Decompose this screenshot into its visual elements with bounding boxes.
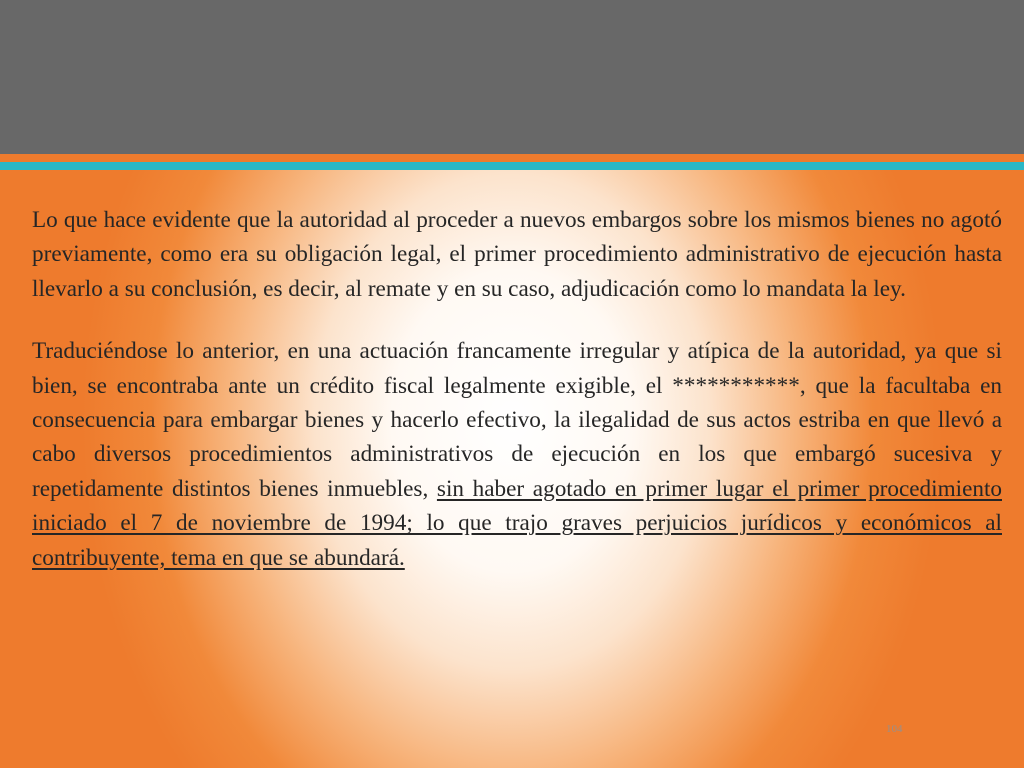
paragraph-1: Lo que hace evidente que la autoridad al proceder a nuevos embargos sobre los mismos bienes no agotó previamente, como era su obligación legal, el primer procedimiento administrativo de ejecución hasta llevarlo a su conclusión, es decir, al remate y en su caso, adjudicación como lo mandata la ley. (32, 207, 1002, 302)
paragraph-2-text: Traduciéndose lo anterior, en una actuación francamente irregular y atípica de la autoridad, ya que si bien, se encontraba ante un crédito fiscal legalmente exigible, el ***********, que la facultaba en consecuencia para embargar bienes y hacerlo efectivo, la ilegalidad de sus actos estriba en que llevó a cabo diversos procedimientos administrativos de ejecución en los que embargó sucesiva y repetidamente distintos bienes inmuebles, (32, 338, 1002, 502)
slide-content (32, 203, 1002, 575)
header-band (0, 0, 1024, 154)
paragraph-2 (32, 334, 1002, 575)
paragraph-2-underlined-text: sin haber agotado en primer lugar el primer procedimiento iniciado el 7 de noviembre de 1994; lo que trajo graves perjuicios jurídicos y económicos al contribuyente, tema en que se abundará. (32, 475, 1002, 571)
teal-divider-stripe (0, 162, 1024, 170)
page-number: 104 (886, 723, 903, 735)
orange-divider-stripe (0, 154, 1024, 162)
